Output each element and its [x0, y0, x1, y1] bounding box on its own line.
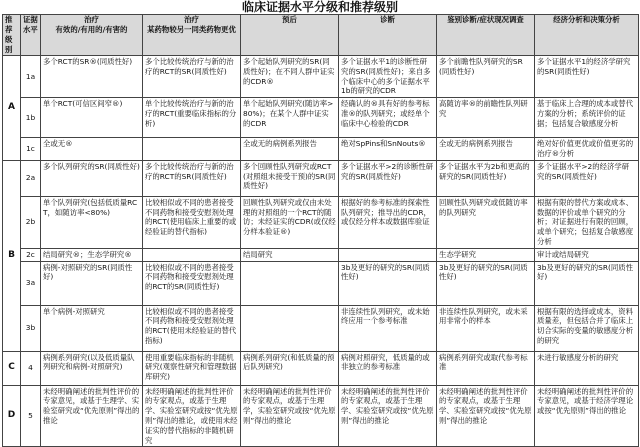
table-cell: 未经明确阐述的批判性评价的专家观点，或基于生理学、实验室研究或按“优先原则”得出的推论，或使用未经证实的替代指标的非随机研究	[143, 385, 241, 447]
header-level: 证据水平	[21, 15, 41, 56]
table-cell: 单个起始队列研究(随访率>80%)；在某个人群中证实的CDR	[241, 98, 339, 138]
table-cell: 非连续性队列研究，或未采用非常小的样本	[437, 305, 535, 351]
table-cell: 病例-对照研究的SR(同质性好)	[41, 261, 143, 305]
level-cell: 3b	[21, 305, 41, 351]
page-title: 临床证据水平分级和推荐级别	[241, 0, 398, 14]
table-cell: 未经明确阐述的批判性评价的专家意见，或基于生理学、实验室研究或“优先原则”得出的推论	[41, 385, 143, 447]
table-cell: 多个回顾性队列研究或RCT(对照组未接受干预)的SR(同质性好)	[241, 160, 339, 196]
table-cell: 多个队列研究的SR(同质性好)	[41, 160, 143, 196]
table-cell: 结局研究	[241, 248, 339, 261]
table-row	[3, 160, 639, 196]
table-cell: 根据有限的替代方案或成本、数据的评价或单个研究的分析；对证据进行有限的回顾，或单个研究；包括复合敏感度分析	[535, 196, 639, 248]
header-econ: 经济分析和决策分析	[535, 15, 639, 56]
table-cell: 结局研究®；生态学研究®	[41, 248, 143, 261]
table-cell: 绝对好价值更优或价值更劣的治疗®分析	[535, 138, 639, 161]
table-row	[3, 385, 639, 447]
table-cell: 未进行敏感度分析的研究	[535, 351, 639, 385]
header-prognosis: 预后	[241, 15, 339, 56]
table-cell: 基于临床上合理的成本或替代方案的分析；系统评价的证据；包括复合敏感度分析	[535, 98, 639, 138]
table-cell: 生态学研究	[437, 248, 535, 261]
table-cell: 3b及更好的研究的SR(同质性好)	[437, 261, 535, 305]
level-cell: 2a	[21, 160, 41, 196]
grade-cell: B	[3, 160, 21, 351]
table-row	[3, 261, 639, 305]
table-cell: 使用重要临床指标的非随机研究(观察性研究和管理数据库研究)	[143, 351, 241, 385]
level-cell: 1a	[21, 56, 41, 98]
grade-cell: C	[3, 351, 21, 385]
table-row	[3, 305, 639, 351]
table-cell	[143, 248, 241, 261]
table-cell: 单个病例-对照研究	[41, 305, 143, 351]
table-cell: 未经明确阐述的批判性评价的专家观点，或基于生理学、实验室研究或按“优先原则”得出的推论	[437, 385, 535, 447]
table-row	[3, 351, 639, 385]
table-cell: 多个证据水平1的诊断性研究的SR(同质性好)；来自多个临床中心的多个证据水平1b的研究的CDR	[339, 56, 437, 98]
table-cell: 审计或结局研究	[535, 248, 639, 261]
table-cell: 多个比较传统治疗与新的治疗的RCT的SR(同质性好)	[143, 56, 241, 98]
evidence-table	[2, 14, 639, 447]
table-row	[3, 98, 639, 138]
level-cell: 5	[21, 385, 41, 447]
table-row	[3, 196, 639, 248]
level-cell: 2c	[21, 248, 41, 261]
table-cell: 多个证据水平>2的经济学研究的SR(同质性好)	[535, 160, 639, 196]
table-cell: 单个RCT(可信区间窄®)	[41, 98, 143, 138]
table-cell: 多个起始队列研究的SR(同质性好)；在不同人群中证实的CDR®	[241, 56, 339, 98]
header-ddx: 鉴别诊断/症状现况调查	[437, 15, 535, 56]
table-cell: 3b及更好的研究的SR(同质性好)	[535, 261, 639, 305]
table-cell: 多个RCT的SR®(同质性好)	[41, 56, 143, 98]
table-cell	[241, 261, 339, 305]
table-cell: 多个证据水平为2b和更高的研究的SR(同质性好)	[437, 160, 535, 196]
table-cell: 多个前瞻性队列研究的SR(同质性好)	[437, 56, 535, 98]
table-cell: 3b及更好的研究的SR(同质性好)	[339, 261, 437, 305]
table-cell: 根据有限的选择或成本，资料质量差，但包括合并了临床上切合实际的变量的敏感度分析的研究	[535, 305, 639, 351]
table-cell: 绝对SpPins和SnNouts®	[339, 138, 437, 161]
grade-cell: A	[3, 56, 21, 161]
table-cell: 单个队列研究(包括低质量RCT，如随访率<80%)	[41, 196, 143, 248]
table-cell: 根据好的参考标准的探索性队列研究；推导出的CDR，或仅经分样本或数据库验证	[339, 196, 437, 248]
table-cell: 病例系列研究(和低质量的预后队列研究)	[241, 351, 339, 385]
table-cell: 回顾性队列研究或仅由未处理的对照组的一个RCT的随访；未经证实的CDR(或仅经分样本验证®)	[241, 196, 339, 248]
table-cell: 比较相似或不同的患者接受不同药物和接受安慰剂处理的RCT(使用未经验证的替代指标)	[143, 305, 241, 351]
level-cell: 4	[21, 351, 41, 385]
table-cell: 病例系列研究或取代参考标准	[437, 351, 535, 385]
table-cell: 全或无的病例系列报告	[241, 138, 339, 161]
table-row	[3, 248, 639, 261]
table-cell: 经确认的®具有好的参考标准®的队列研究；或经单个临床中心检验的CDR	[339, 98, 437, 138]
header-grade: 推荐级别	[3, 15, 21, 56]
table-cell: 病例对照研究，低质量的或非独立的参考标准	[339, 351, 437, 385]
table-cell: 全或无的病例系列报告	[437, 138, 535, 161]
table-cell: 高随访率®的前瞻性队列研究	[437, 98, 535, 138]
table-cell: 未经明确阐述的批判性评价的专家观点，或基于生理学、实验室研究或按“优先原则”得出的推论	[339, 385, 437, 447]
level-cell: 1b	[21, 98, 41, 138]
header-therapy: 治疗 有效的/有用的/有害的	[41, 15, 143, 56]
table-cell: 未经明确阐述的批判性评价的专家意见，或基于经济学理论或按“优先原则”得出的推论	[535, 385, 639, 447]
grade-cell: D	[3, 385, 21, 447]
table-cell: 回顾性队列研究或低随访率的队列研究	[437, 196, 535, 248]
table-cell	[339, 248, 437, 261]
table-cell: 非连续性队列研究，或未始终应用一个参考标准	[339, 305, 437, 351]
table-cell: 比较相似或不同的患者接受不同药物和接受安慰剂处理的RCT的SR(同质性好)	[143, 261, 241, 305]
table-cell: 未经明确阐述的批判性评价的专家观点，或基于生理学，实验室研究或按“优先原则”得出的推论	[241, 385, 339, 447]
table-cell: 多个证据水平>2的诊断性研究的SR(同质性好)	[339, 160, 437, 196]
table-cell: 多个证据水平1的经济学研究的SR(同质性好)	[535, 56, 639, 98]
level-cell: 3a	[21, 261, 41, 305]
table-cell: 全或无®	[41, 138, 143, 161]
table-cell	[241, 305, 339, 351]
table-cell: 比较相似或不同的患者接受不同药物和接受安慰剂处理的RCT(使用临床上重要的或经验证的替代指标)	[143, 196, 241, 248]
table-cell: 病例系列研究(以及低质量队列研究和病例-对照研究)	[41, 351, 143, 385]
table-cell	[143, 138, 241, 161]
table-row	[3, 138, 639, 161]
table-cell: 多个比较传统治疗与新的治疗的RCT的SR(同质性好)	[143, 160, 241, 196]
header-diagnosis: 诊断	[339, 15, 437, 56]
header-therapy-compare: 治疗 某药物较另一同类药物更优	[143, 15, 241, 56]
level-cell: 1c	[21, 138, 41, 161]
level-cell: 2b	[21, 196, 41, 248]
table-cell: 单个比较传统治疗与新的治疗的RCT(重要临床指标的分析)	[143, 98, 241, 138]
table-row	[3, 56, 639, 98]
